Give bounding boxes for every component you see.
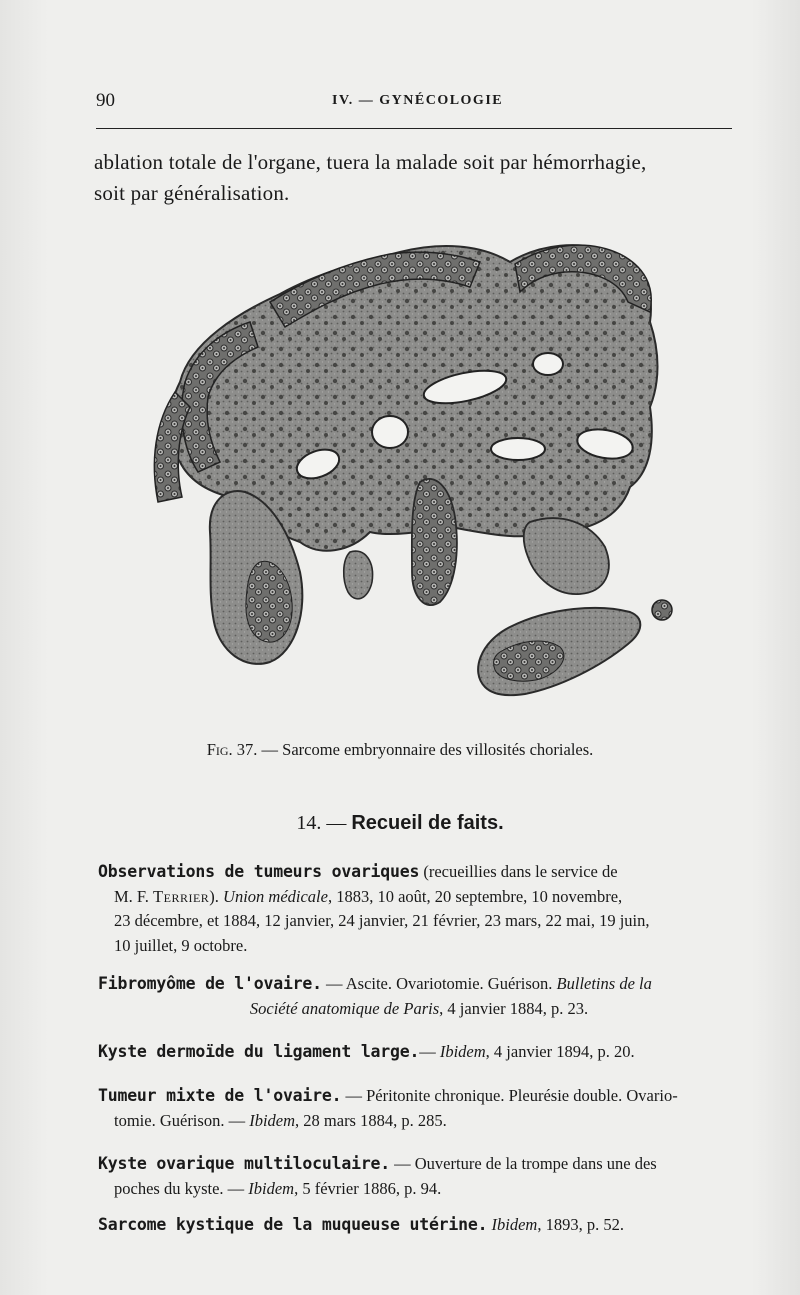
author-name: Terrier — [153, 886, 210, 906]
bibliography-entry — [98, 1213, 740, 1238]
entry-text: poches du kyste. — — [114, 1178, 249, 1198]
entry-heading: Observations de tumeurs ovariques — [98, 862, 420, 881]
entry-heading: Sarcome kystique de la muqueuse utérine. — [98, 1215, 488, 1234]
journal-title: Ibidem — [491, 1215, 538, 1234]
page-number: 90 — [96, 90, 115, 111]
entry-continuation — [98, 885, 740, 910]
intro-line: ablation totale de l'organe, tuera la malade soit par hémorrhagie, — [94, 150, 647, 174]
intro-line: soit par généralisation. — [94, 181, 290, 205]
entry-heading: Fibromyôme de l'ovaire. — [98, 974, 322, 993]
entry-continuation — [98, 1177, 740, 1202]
running-title: IV. — GYNÉCOLOGIE — [332, 93, 504, 108]
entry-text: , 1883, 10 août, 20 septembre, 10 novembre, — [327, 886, 623, 906]
journal-title: Bulletins de la — [556, 974, 652, 993]
entry-text: , 28 mars 1884, p. 285. — [295, 1110, 447, 1130]
entry-text: , 4 janvier 1884, p. 23. — [439, 998, 589, 1018]
section-number: 14. — — [296, 812, 347, 834]
entry-heading: Kyste ovarique multiloculaire. — [98, 1154, 391, 1173]
intro-paragraph — [94, 147, 744, 209]
entry-text: — Péritonite chronique. Pleurésie double. Ovario- — [341, 1086, 678, 1105]
bibliography-entry — [98, 1084, 740, 1133]
bibliography-entry — [98, 1152, 740, 1201]
bibliography-entry — [98, 972, 740, 1021]
entry-heading: Tumeur mixte de l'ovaire. — [98, 1086, 342, 1105]
figure-label: Fig. 37. — [206, 740, 258, 759]
journal-title: Société anatomique de Paris — [249, 998, 440, 1018]
entry-text: M. F. — [114, 886, 154, 906]
entry-continuation: 10 juillet, 9 octobre. — [114, 935, 248, 955]
entry-text: tomie. Guérison. — — [114, 1110, 250, 1130]
journal-title: Ibidem — [249, 1110, 296, 1130]
journal-title: Union médicale — [223, 886, 328, 906]
entry-text: — Ascite. Ovariotomie. Guérison. — [321, 974, 557, 993]
section-title: Recueil de faits. — [351, 812, 504, 834]
entry-continuation — [98, 997, 740, 1022]
histology-illustration — [150, 232, 690, 717]
entry-continuation — [98, 1109, 740, 1134]
entry-continuation: 23 décembre, et 1884, 12 janvier, 24 janvier, 21 février, 23 mars, 22 mai, 19 juin, — [114, 911, 650, 930]
entry-text: , 4 janvier 1894, p. 20. — [485, 1042, 635, 1061]
figure-caption-text: — Sarcome embryonnaire des villosités choriales. — [257, 740, 594, 759]
bibliography-entry — [98, 860, 740, 958]
bibliography-entry — [98, 1040, 740, 1065]
journal-title: Ibidem — [439, 1042, 486, 1061]
page-header — [96, 84, 732, 129]
entry-text: (recueillies dans le service de — [419, 862, 618, 881]
entry-text: , 5 février 1886, p. 94. — [294, 1178, 442, 1198]
entry-text: — Ouverture de la trompe dans une des — [390, 1154, 657, 1173]
entry-text: — — [419, 1042, 440, 1061]
entry-text: , 1893, p. 52. — [537, 1215, 624, 1234]
section-heading — [0, 812, 800, 835]
entry-text: ). — [209, 886, 224, 906]
figure-caption — [0, 740, 800, 760]
journal-title: Ibidem — [248, 1178, 295, 1198]
entry-heading: Kyste dermoïde du ligament large. — [98, 1042, 420, 1061]
